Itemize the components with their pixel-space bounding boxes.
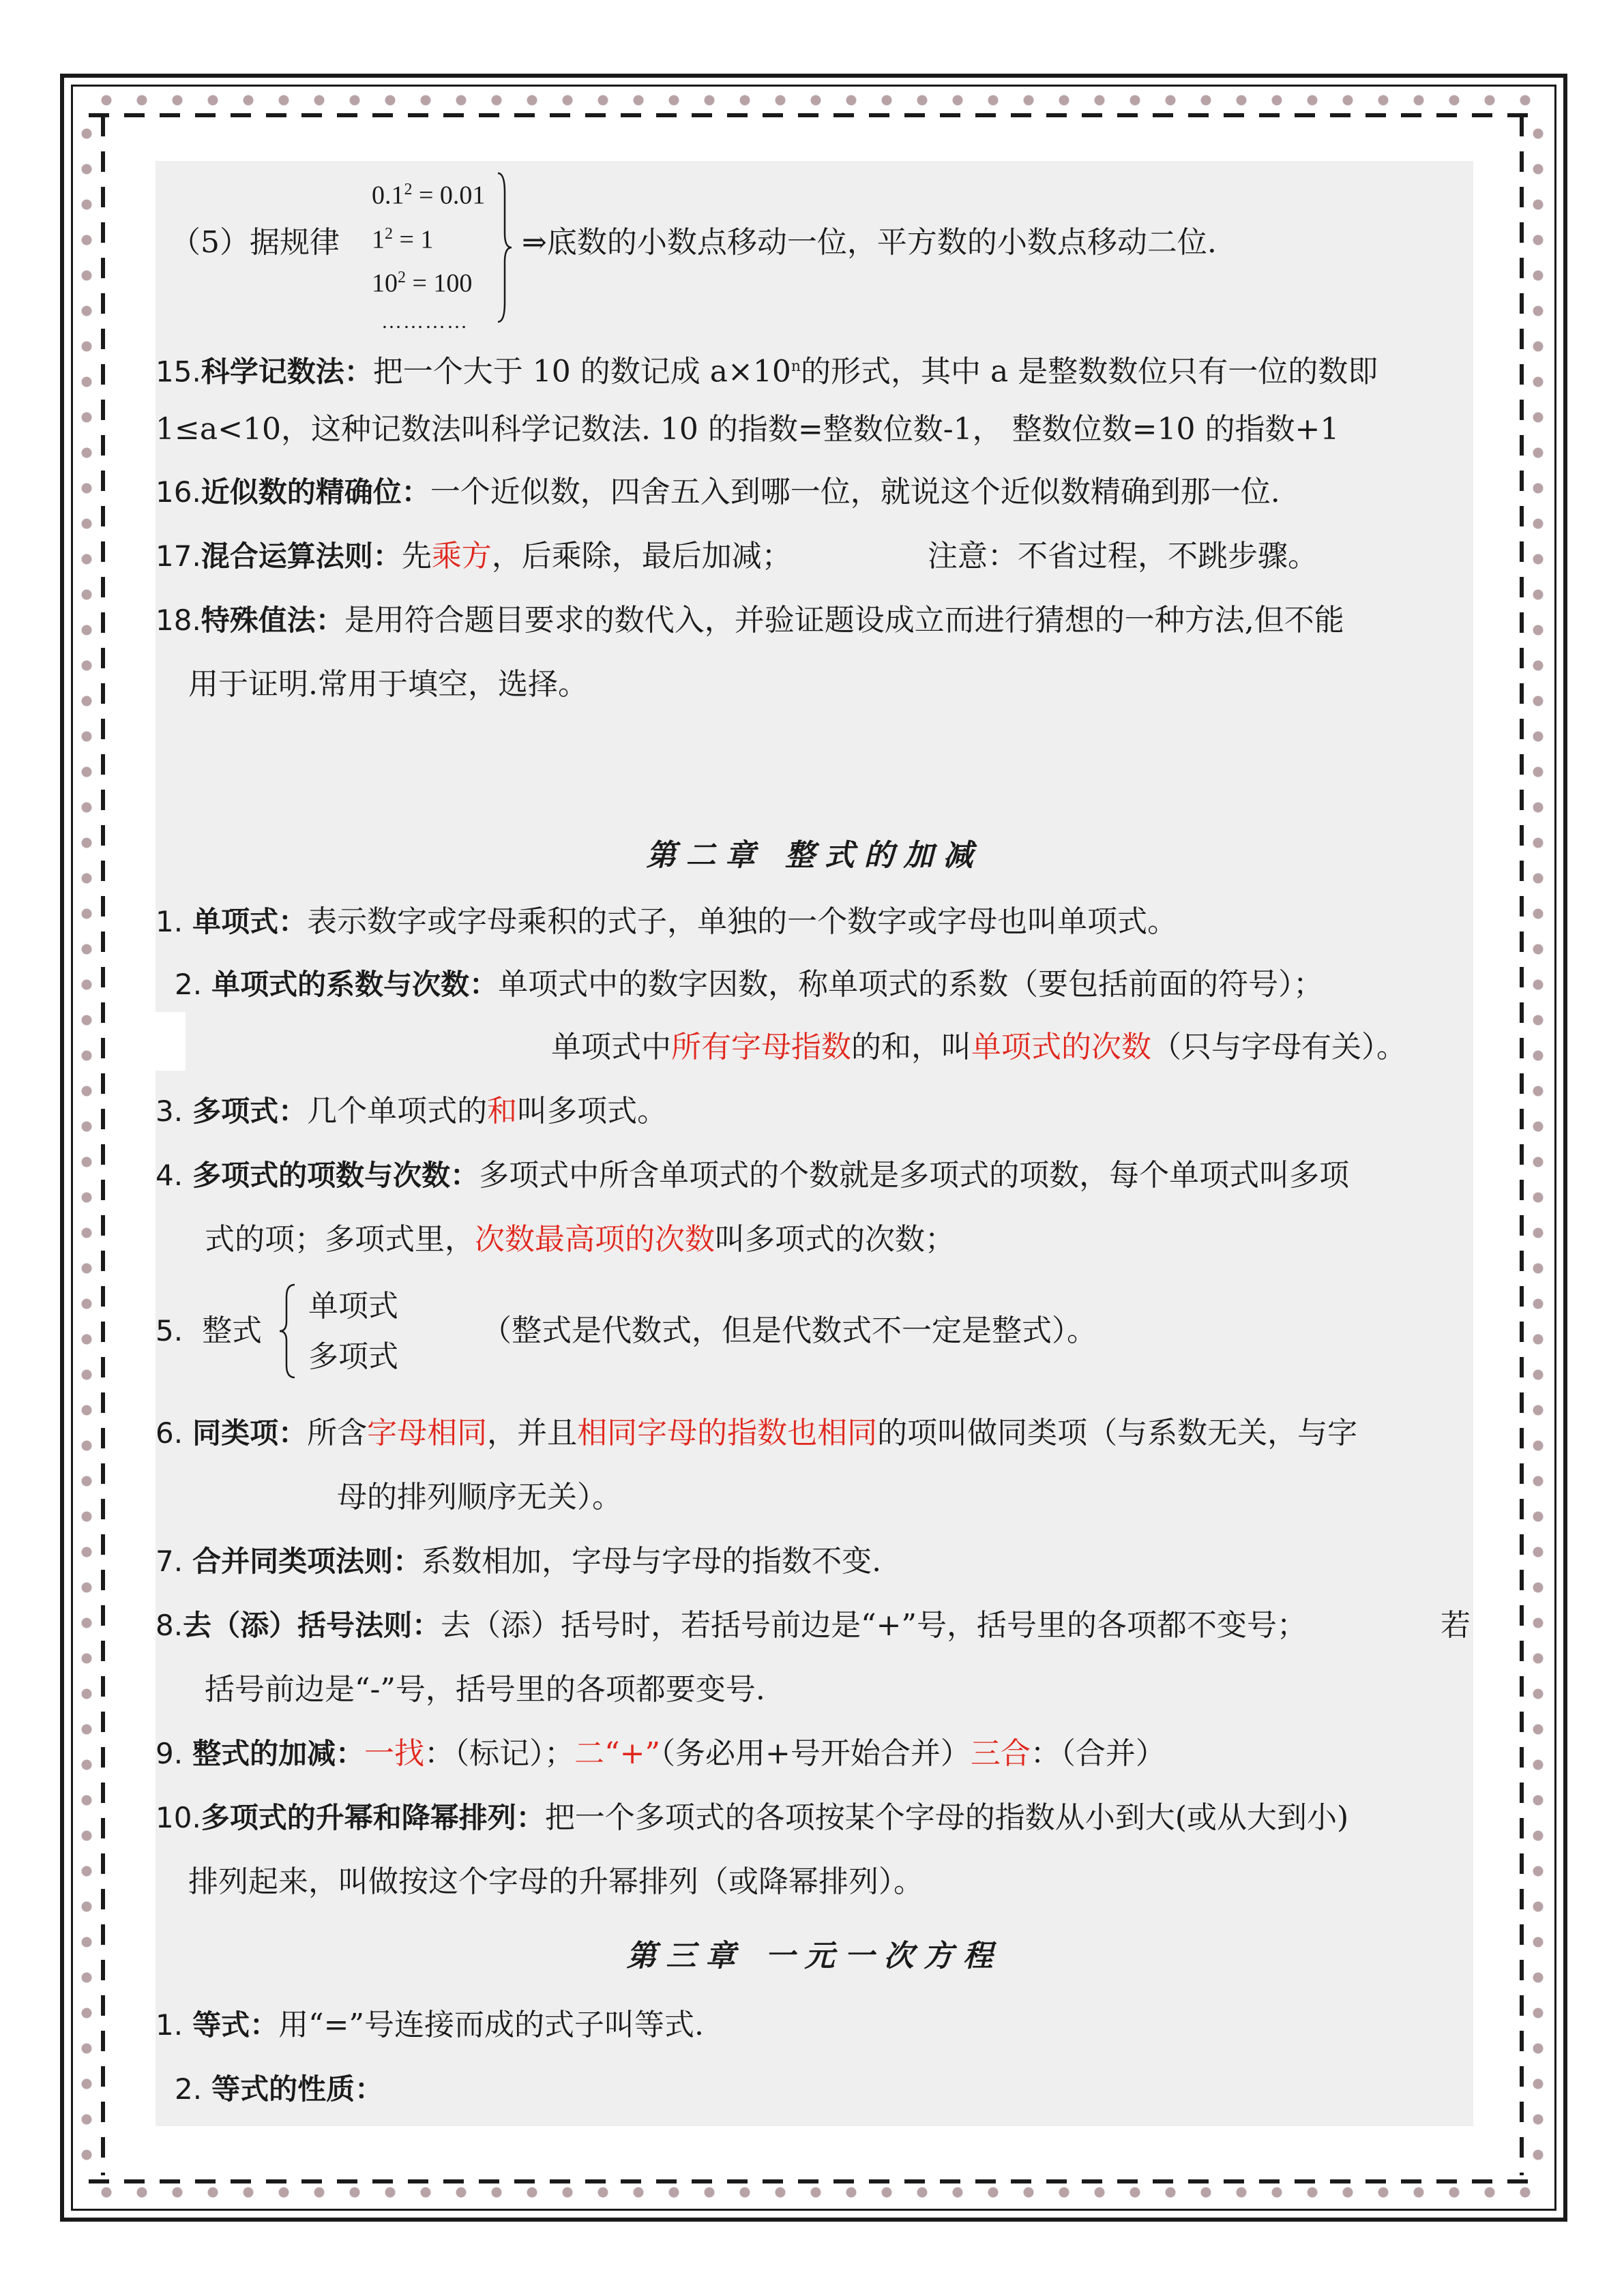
item-17-note: 注意：不省过程，不跳步骤。 (928, 539, 1318, 573)
ch2-item-4-line2: 式的项；多项式里，次数最高项的次数叫多项式的次数； (205, 1222, 955, 1257)
white-patch (156, 1012, 186, 1071)
ch2-item-10-line2: 排列起来，叫做按这个字母的升幂排列（或降幂排列）。 (188, 1864, 924, 1899)
ch2-item-5-note: （整式是代数式，但是代数式不一定是整式）。 (482, 1313, 1097, 1348)
equation-ellipsis: ………… (381, 310, 469, 333)
item-16: 16.近似数的精确位：一个近似数，四舍五入到哪一位，就说这个近似数精确到那一位. (156, 475, 1280, 509)
ch2-item-8-tail: 若 (1441, 1608, 1471, 1643)
ch3-item-2: 2. 等式的性质： (175, 2072, 384, 2106)
decorative-dashes-right (1520, 116, 1524, 2175)
decorative-dashes-bottom (89, 2179, 1535, 2183)
item-17: 17.混合运算法则：先乘方，后乘除，最后加减； (156, 539, 792, 573)
ch2-item-2-line2: 单项式中所有字母指数的和，叫单项式的次数（只与字母有关）。 (551, 1030, 1406, 1064)
ch2-item-4: 4. 多项式的项数与次数：多项式中所含单项式的个数就是多项式的项数，每个单项式叫多项 (156, 1158, 1350, 1193)
decorative-dots-bottom (89, 2183, 1535, 2201)
ch2-item-5-label: 5. 整式 (156, 1313, 263, 1348)
power-pattern-equations (372, 170, 485, 341)
ch2-item-2: 2. 单项式的系数与次数：单项式中的数字因数，称单项式的系数（要包括前面的符号）； (175, 967, 1324, 1002)
equation-2: $1^2 = 1$ (372, 224, 434, 254)
item-15-line2: 1≤a<10，这种记数法叫科学记数法. 10 的指数=整数位数-1， 整数位数=10 的指数+1 (156, 412, 1340, 447)
monomial-option: 单项式 (308, 1289, 398, 1324)
ch2-item-8: 8.去（添）括号法则：去（添）括号时，若括号前边是“+”号，括号里的各项都不变号； (156, 1608, 1307, 1643)
item-18-line2: 用于证明.常用于填空，选择。 (188, 667, 588, 702)
ch2-item-1: 1. 单项式：表示数字或字母乘积的式子，单独的一个数字或字母也叫单项式。 (156, 904, 1178, 939)
chapter-2-heading: 第二章 整式的加减 (646, 838, 983, 873)
ch2-item-7: 7. 合并同类项法则：系数相加，字母与字母的指数不变. (156, 1544, 882, 1579)
item-18: 18.特殊值法：是用符合题目要求的数代入，并验证题设成立而进行猜想的一种方法,但不能 (156, 603, 1344, 638)
ch2-item-3: 3. 多项式：几个单项式的和叫多项式。 (156, 1094, 668, 1129)
left-brace (277, 1283, 297, 1379)
decorative-dots-left (78, 116, 95, 2175)
ch2-item-8-line2: 括号前边是“-”号，括号里的各项都要变号. (205, 1672, 765, 1707)
chapter-3-heading: 第三章 一元一次方程 (626, 1939, 1003, 1973)
ch3-item-1: 1. 等式：用“=”号连接而成的式子叫等式. (156, 2008, 704, 2042)
rule-5-label: （5）据规律 (171, 225, 340, 260)
decorative-dots-top (89, 91, 1535, 109)
decorative-dashes-left (101, 116, 105, 2175)
ch2-item-6-line2: 母的排列顺序无关）。 (337, 1480, 622, 1515)
item-15: 15.科学记数法：把一个大于 10 的数记成 $a\times 10^n$的形式，其中 a 是整数数位只有一位的数即 (156, 354, 1378, 389)
decorative-dashes-top (89, 113, 1535, 117)
rule-5-conclusion: ⇒底数的小数点移动一位，平方数的小数点移动二位. (522, 225, 1217, 260)
equation-1: $0.1^2 = 0.01$ (372, 181, 486, 210)
ch2-item-10: 10.多项式的升幂和降幂排列：把一个多项式的各项按某个字母的指数从小到大(或从大到小) (156, 1800, 1349, 1835)
ch2-item-6: 6. 同类项：所含字母相同，并且相同字母的指数也相同的项叫做同类项（与系数无关，与字 (156, 1416, 1358, 1450)
equation-3: $10^2 = 100$ (372, 269, 473, 298)
decorative-dots-right (1529, 116, 1547, 2175)
right-brace (497, 172, 513, 323)
polynomial-option: 多项式 (308, 1339, 398, 1374)
ch2-item-9: 9. 整式的加减：一找：（标记）；二“+”（务必用+号开始合并）三合：（合并） (156, 1736, 1166, 1771)
